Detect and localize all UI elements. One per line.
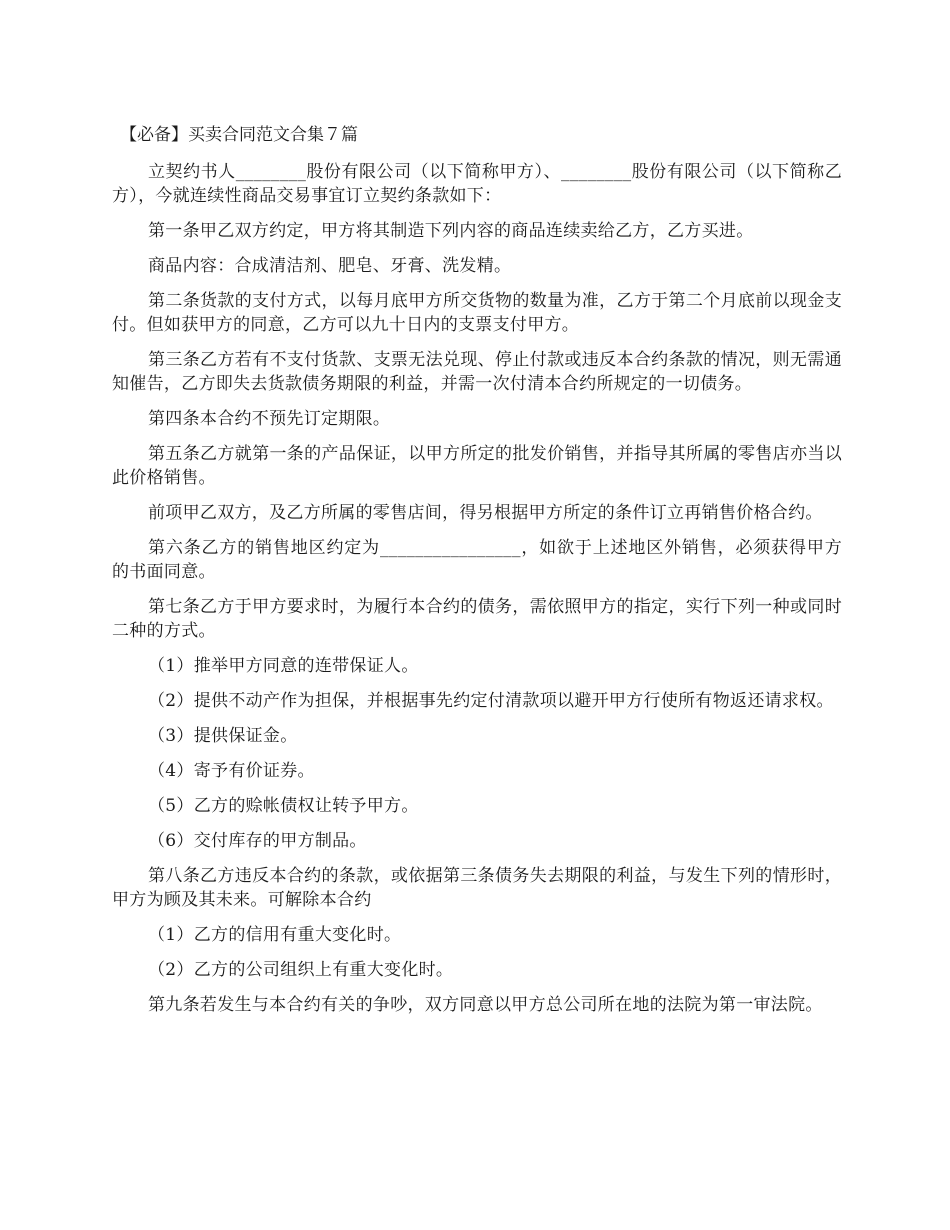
list-item: （4）寄予有价证券。 xyxy=(148,761,315,781)
list-item: （2）乙方的公司组织上有重大变化时。 xyxy=(148,960,454,980)
list-item: （3）提供保证金。 xyxy=(148,726,298,746)
paragraph-article-5: 第五条乙方就第一条的产品保证，以甲方所定的批发价销售，并指导其所属的零售店亦当以此价格销售。 xyxy=(112,444,842,488)
paragraph-article-7: 第七条乙方于甲方要求时，为履行本合约的债务，需依照甲方的指定，实行下列一种或同时二种的方式。 xyxy=(112,597,842,641)
paragraph-goods-content: 商品内容：合成清洁剂、肥皂、牙膏、洗发精。 xyxy=(148,256,512,276)
list-item: （6）交付库存的甲方制品。 xyxy=(148,831,367,851)
list-item: （5）乙方的赊帐债权让转予甲方。 xyxy=(148,796,419,816)
list-item: （1）乙方的信用有重大变化时。 xyxy=(148,925,402,945)
document-body xyxy=(112,122,842,1028)
paragraph-article-1: 第一条甲乙双方约定，甲方将其制造下列内容的商品连续卖给乙方，乙方买进。 xyxy=(148,221,754,241)
list-item: （1）推举甲方同意的连带保证人。 xyxy=(148,656,419,676)
paragraph-article-2: 第二条货款的支付方式，以每月底甲方所交货物的数量为准，乙方于第二个月底前以现金支付。但如获甲方的同意，乙方可以九十日内的支票支付甲方。 xyxy=(112,291,842,335)
paragraph-article-5-supplement: 前项甲乙双方，及乙方所属的零售店间，得另根据甲方所定的条件订立再销售价格合约。 xyxy=(148,503,823,523)
paragraph-article-3: 第三条乙方若有不支付货款、支票无法兑现、停止付款或违反本合约条款的情况，则无需通知催告，乙方即失去货款债务期限的利益，并需一次付清本合约所规定的一切债务。 xyxy=(112,350,842,394)
document-title: 【必备】买卖合同范文合集７篇 xyxy=(120,125,358,145)
paragraph-preamble: 立契约书人________股份有限公司（以下简称甲方）、________股份有限公司（以下简称乙方），今就连续性商品交易事宜订立契约条款如下： xyxy=(112,162,842,206)
paragraph-article-4: 第四条本合约不预先订定期限。 xyxy=(148,409,391,429)
paragraph-article-9: 第九条若发生与本合约有关的争吵，双方同意以甲方总公司所在地的法院为第一审法院。 xyxy=(148,995,823,1015)
list-item: （2）提供不动产作为担保，并根据事先约定付清款项以避开甲方行使所有物返还请求权。 xyxy=(148,691,834,711)
paragraph-article-6: 第六条乙方的销售地区约定为________________，如欲于上述地区外销售，必须获得甲方的书面同意。 xyxy=(112,538,842,582)
paragraph-article-8: 第八条乙方违反本合约的条款，或依据第三条债务失去期限的利益，与发生下列的情形时，甲方为顾及其未来。可解除本合约 xyxy=(112,866,842,910)
